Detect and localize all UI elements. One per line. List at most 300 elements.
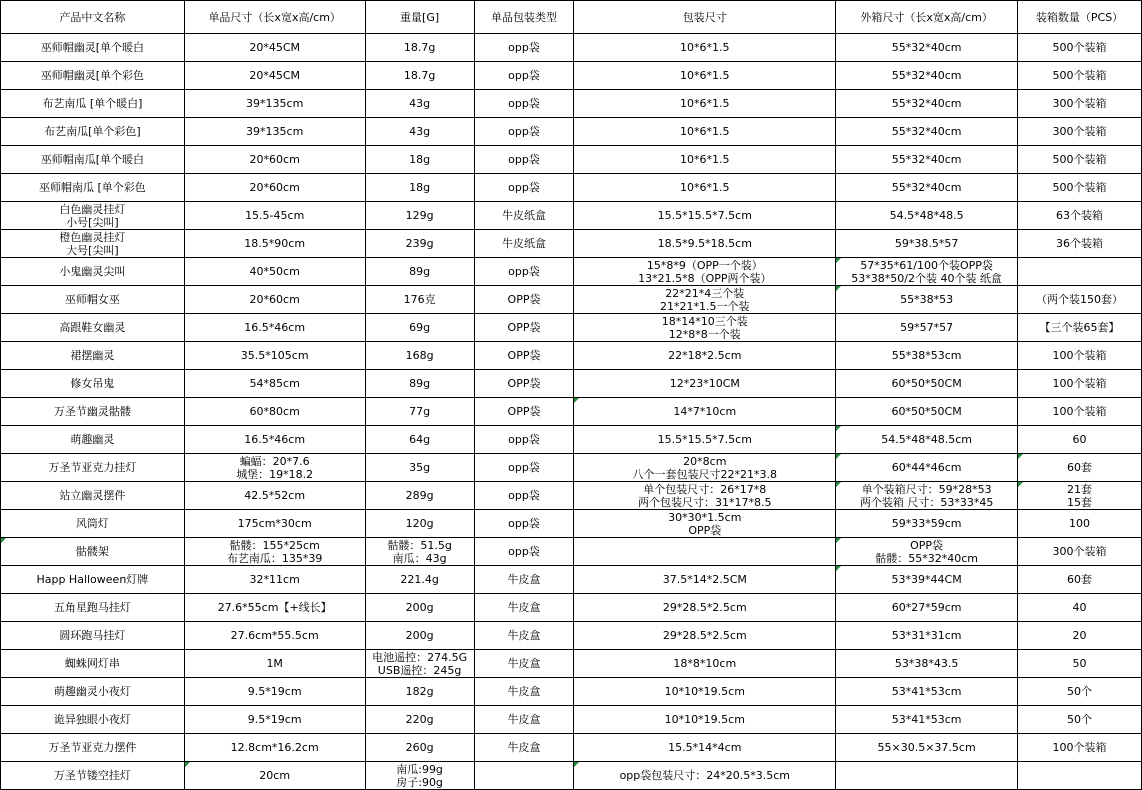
table-row (1, 258, 1142, 286)
cell-carton-qty[interactable] (1018, 426, 1142, 454)
cell-package-size[interactable] (574, 398, 836, 426)
header-cell-unit-size[interactable] (184, 1, 365, 34)
cell-unit-size[interactable] (184, 734, 365, 762)
cell-text: 橙色幽灵挂灯 (59, 230, 126, 244)
cell-text: 18g (409, 181, 431, 194)
cell-text: 房子:90g (396, 775, 443, 789)
cell-carton-qty[interactable] (1018, 678, 1142, 706)
cell-text: opp袋 (508, 517, 540, 530)
cell-text: 20*60cm (249, 181, 300, 194)
cell-package-type[interactable] (474, 342, 574, 370)
cell-text: 20*45CM (249, 41, 301, 54)
cell-text: 22*21*4三个装 (665, 286, 745, 300)
cell-package-size[interactable] (574, 566, 836, 594)
cell-unit-size[interactable] (184, 510, 365, 538)
cell-weight[interactable] (365, 286, 474, 314)
cell-name[interactable] (1, 706, 185, 734)
cell-package-type[interactable] (474, 314, 574, 342)
cell-package-size[interactable] (574, 538, 836, 566)
cell-package-size[interactable] (574, 314, 836, 342)
cell-unit-size[interactable] (184, 622, 365, 650)
table-row (1, 482, 1142, 510)
cell-package-size[interactable] (574, 594, 836, 622)
cell-package-type[interactable] (474, 90, 574, 118)
cell-unit-size[interactable] (184, 454, 365, 482)
cell-carton-qty[interactable] (1018, 370, 1142, 398)
cell-weight[interactable] (365, 118, 474, 146)
cell-carton-qty[interactable] (1018, 202, 1142, 230)
cell-name[interactable] (1, 454, 185, 482)
cell-carton-qty[interactable] (1018, 62, 1142, 90)
cell-text: 布艺南瓜 [单个暖白] (42, 97, 143, 110)
cell-text: 13*21.5*8（OPP两个装） (638, 271, 772, 285)
cell-carton-qty[interactable] (1018, 566, 1142, 594)
cell-name[interactable] (1, 622, 185, 650)
cell-text: 54.5*48*48.5cm (881, 433, 972, 446)
cell-text: 63个装箱 (1056, 209, 1104, 222)
table-row (1, 62, 1142, 90)
table-row (1, 566, 1142, 594)
cell-weight[interactable] (365, 370, 474, 398)
cell-name[interactable] (1, 398, 185, 426)
cell-package-size[interactable] (574, 510, 836, 538)
cell-unit-size[interactable] (184, 398, 365, 426)
cell-package-type[interactable] (474, 538, 574, 566)
cell-text: 60 (1072, 433, 1087, 446)
cell-weight[interactable] (365, 622, 474, 650)
cell-package-size[interactable] (574, 454, 836, 482)
cell-carton-qty[interactable] (1018, 398, 1142, 426)
cell-unit-size[interactable] (184, 538, 365, 566)
cell-text: 10*6*1.5 (680, 153, 730, 166)
cell-text: 53*41*53cm (891, 685, 962, 698)
table-row (1, 34, 1142, 62)
cell-package-type[interactable] (474, 258, 574, 286)
cell-name[interactable] (1, 174, 185, 202)
cell-unit-size[interactable] (184, 258, 365, 286)
table-row (1, 118, 1142, 146)
cell-weight[interactable] (365, 62, 474, 90)
table-row (1, 510, 1142, 538)
cell-weight[interactable] (365, 342, 474, 370)
cell-text: 21套 (1067, 482, 1093, 496)
cell-text: 39*135cm (246, 97, 304, 110)
cell-package-type[interactable] (474, 566, 574, 594)
cell-unit-size[interactable] (184, 314, 365, 342)
cell-text: 30*30*1.5cm (668, 510, 742, 524)
header-label: 包装尺寸 (682, 10, 727, 24)
cell-package-type[interactable] (474, 762, 574, 790)
cell-package-type[interactable] (474, 426, 574, 454)
cell-package-size[interactable] (574, 286, 836, 314)
cell-carton-qty[interactable] (1018, 706, 1142, 734)
cell-carton-size[interactable] (836, 762, 1018, 790)
cell-text: 修女吊鬼 (70, 377, 115, 390)
cell-package-type[interactable] (474, 622, 574, 650)
table-row (1, 622, 1142, 650)
cell-text: 骷髅：51.5g (387, 538, 452, 552)
cell-carton-size[interactable] (836, 398, 1018, 426)
cell-carton-size[interactable] (836, 342, 1018, 370)
cell-package-type[interactable] (474, 678, 574, 706)
cell-text: 小号[尖叫] (66, 215, 119, 229)
cell-carton-qty[interactable] (1018, 342, 1142, 370)
cell-text: 牛皮盒 (507, 685, 541, 698)
cell-package-size[interactable] (574, 62, 836, 90)
cell-text: 城堡：19*18.2 (236, 467, 314, 481)
cell-text: 60*44*46cm (891, 461, 962, 474)
cell-text: 60*50*50CM (891, 405, 962, 418)
cell-package-type[interactable] (474, 482, 574, 510)
cell-carton-size[interactable] (836, 482, 1018, 510)
cell-text: 牛皮盒 (507, 657, 541, 670)
cell-carton-size[interactable] (836, 650, 1018, 678)
cell-text: 35g (409, 461, 431, 474)
cell-carton-size[interactable] (836, 286, 1018, 314)
cell-text: 100个装箱 (1052, 349, 1107, 362)
cell-text: 14*7*10cm (673, 405, 737, 418)
cell-package-type[interactable] (474, 594, 574, 622)
cell-carton-size[interactable] (836, 566, 1018, 594)
cell-package-type[interactable] (474, 286, 574, 314)
cell-carton-qty[interactable] (1018, 650, 1142, 678)
cell-package-type[interactable] (474, 454, 574, 482)
cell-package-type[interactable] (474, 146, 574, 174)
cell-name[interactable] (1, 482, 185, 510)
cell-weight[interactable] (365, 202, 474, 230)
cell-weight[interactable] (365, 230, 474, 258)
header-cell-weight[interactable] (365, 1, 474, 34)
cell-carton-qty[interactable] (1018, 258, 1142, 286)
cell-text: 【三个装65套】 (1039, 321, 1120, 334)
header-cell-name[interactable] (1, 1, 185, 34)
cell-text: 风筒灯 (75, 517, 109, 530)
cell-package-size[interactable] (574, 230, 836, 258)
cell-text: 129g (405, 209, 434, 222)
header-cell-package-size[interactable] (574, 1, 836, 34)
cell-text: opp袋 (508, 433, 540, 446)
cell-weight[interactable] (365, 146, 474, 174)
cell-package-size[interactable] (574, 426, 836, 454)
cell-name[interactable] (1, 594, 185, 622)
cell-weight[interactable] (365, 174, 474, 202)
cell-name[interactable] (1, 650, 185, 678)
cell-carton-qty[interactable] (1018, 482, 1142, 510)
cell-text: 260g (405, 741, 434, 754)
cell-package-type[interactable] (474, 510, 574, 538)
cell-carton-qty[interactable] (1018, 622, 1142, 650)
cell-carton-qty[interactable] (1018, 230, 1142, 258)
cell-text: 万圣节亚克力摆件 (48, 741, 137, 754)
cell-text: 29*28.5*2.5cm (662, 601, 747, 614)
cell-package-size[interactable] (574, 622, 836, 650)
cell-package-size[interactable] (574, 146, 836, 174)
cell-package-size[interactable] (574, 90, 836, 118)
cell-carton-size[interactable] (836, 510, 1018, 538)
cell-package-type[interactable] (474, 706, 574, 734)
cell-package-size[interactable] (574, 650, 836, 678)
cell-weight[interactable] (365, 734, 474, 762)
cell-text: 60套 (1067, 461, 1093, 474)
cell-carton-size[interactable] (836, 622, 1018, 650)
cell-package-size[interactable] (574, 118, 836, 146)
cell-unit-size[interactable] (184, 678, 365, 706)
cell-name[interactable] (1, 566, 185, 594)
cell-name[interactable] (1, 370, 185, 398)
cell-weight[interactable] (365, 538, 474, 566)
cell-unit-size[interactable] (184, 342, 365, 370)
cell-package-size[interactable] (574, 678, 836, 706)
cell-unit-size[interactable] (184, 174, 365, 202)
cell-package-size[interactable] (574, 34, 836, 62)
cell-carton-size[interactable] (836, 370, 1018, 398)
cell-text: 57*35*61/100个装OPP袋 (860, 258, 993, 272)
cell-text: 圆环跑马挂灯 (59, 629, 126, 642)
cell-carton-size[interactable] (836, 314, 1018, 342)
cell-unit-size[interactable] (184, 230, 365, 258)
cell-text: 两个装箱 尺寸：53*33*45 (859, 495, 994, 509)
header-label: 外箱尺寸（长x宽x高/cm） (860, 10, 993, 24)
table-row (1, 454, 1142, 482)
cell-text: 120g (405, 517, 434, 530)
cell-weight[interactable] (365, 90, 474, 118)
cell-text: 200g (405, 601, 434, 614)
cell-text: 500个装箱 (1052, 69, 1107, 82)
cell-text: OPP袋 (507, 293, 541, 306)
cell-unit-size[interactable] (184, 594, 365, 622)
cell-package-type[interactable] (474, 118, 574, 146)
cell-unit-size[interactable] (184, 62, 365, 90)
cell-unit-size[interactable] (184, 34, 365, 62)
cell-package-size[interactable] (574, 482, 836, 510)
cell-carton-qty[interactable] (1018, 146, 1142, 174)
cell-name[interactable] (1, 762, 185, 790)
cell-package-type[interactable] (474, 398, 574, 426)
cell-carton-size[interactable] (836, 258, 1018, 286)
cell-text: OPP袋 (507, 321, 541, 334)
cell-carton-size[interactable] (836, 90, 1018, 118)
cell-weight[interactable] (365, 482, 474, 510)
cell-text: 36个装箱 (1056, 237, 1104, 250)
cell-unit-size[interactable] (184, 286, 365, 314)
cell-weight[interactable] (365, 34, 474, 62)
cell-text: 100个装箱 (1052, 741, 1107, 754)
cell-carton-qty[interactable] (1018, 174, 1142, 202)
cell-text: 289g (405, 489, 434, 502)
cell-package-type[interactable] (474, 230, 574, 258)
header-row (1, 1, 1142, 34)
cell-text: 21*21*1.5一个装 (660, 299, 750, 313)
cell-text: 221.4g (400, 573, 439, 586)
cell-text: 20*45CM (249, 69, 301, 82)
cell-text: 59*33*59cm (891, 517, 962, 530)
cell-carton-size[interactable] (836, 426, 1018, 454)
cell-note-marker (836, 286, 841, 291)
cell-unit-size[interactable] (184, 370, 365, 398)
cell-name[interactable] (1, 510, 185, 538)
cell-carton-size[interactable] (836, 202, 1018, 230)
cell-name[interactable] (1, 286, 185, 314)
cell-name[interactable] (1, 314, 185, 342)
cell-unit-size[interactable] (184, 202, 365, 230)
cell-text: 37.5*14*2.5CM (662, 573, 747, 586)
table-row (1, 286, 1142, 314)
table-row (1, 370, 1142, 398)
cell-weight[interactable] (365, 258, 474, 286)
cell-carton-qty[interactable] (1018, 34, 1142, 62)
cell-text: opp袋 (508, 545, 540, 558)
cell-package-type[interactable] (474, 202, 574, 230)
cell-unit-size[interactable] (184, 566, 365, 594)
cell-weight[interactable] (365, 762, 474, 790)
cell-carton-qty[interactable] (1018, 118, 1142, 146)
cell-carton-size[interactable] (836, 34, 1018, 62)
cell-note-marker (185, 762, 190, 767)
cell-name[interactable] (1, 230, 185, 258)
cell-text: 18.5*90cm (244, 237, 306, 250)
cell-carton-size[interactable] (836, 706, 1018, 734)
cell-weight[interactable] (365, 510, 474, 538)
cell-weight[interactable] (365, 454, 474, 482)
cell-name[interactable] (1, 202, 185, 230)
cell-weight[interactable] (365, 314, 474, 342)
cell-package-type[interactable] (474, 34, 574, 62)
cell-name[interactable] (1, 426, 185, 454)
cell-name[interactable] (1, 678, 185, 706)
cell-text: opp袋 (508, 97, 540, 110)
cell-unit-size[interactable] (184, 762, 365, 790)
cell-text: 77g (409, 405, 431, 418)
cell-name[interactable] (1, 34, 185, 62)
cell-text: 32*11cm (249, 573, 300, 586)
cell-carton-qty[interactable] (1018, 734, 1142, 762)
cell-carton-size[interactable] (836, 230, 1018, 258)
cell-package-size[interactable] (574, 202, 836, 230)
cell-package-type[interactable] (474, 734, 574, 762)
cell-carton-qty[interactable] (1018, 314, 1142, 342)
cell-unit-size[interactable] (184, 118, 365, 146)
cell-carton-qty[interactable] (1018, 510, 1142, 538)
cell-carton-qty[interactable] (1018, 90, 1142, 118)
table-row (1, 314, 1142, 342)
table-row (1, 146, 1142, 174)
cell-carton-size[interactable] (836, 118, 1018, 146)
cell-unit-size[interactable] (184, 706, 365, 734)
cell-carton-qty[interactable] (1018, 762, 1142, 790)
cell-unit-size[interactable] (184, 650, 365, 678)
cell-text: 500个装箱 (1052, 181, 1107, 194)
cell-package-size[interactable] (574, 734, 836, 762)
cell-carton-size[interactable] (836, 174, 1018, 202)
cell-carton-size[interactable] (836, 734, 1018, 762)
cell-package-size[interactable] (574, 342, 836, 370)
cell-unit-size[interactable] (184, 482, 365, 510)
cell-text: 牛皮盒 (507, 713, 541, 726)
cell-carton-size[interactable] (836, 454, 1018, 482)
cell-carton-size[interactable] (836, 594, 1018, 622)
cell-weight[interactable] (365, 566, 474, 594)
cell-text: 27.6*55cm【+线长】 (217, 601, 332, 614)
table-row (1, 594, 1142, 622)
cell-carton-qty[interactable] (1018, 454, 1142, 482)
cell-name[interactable] (1, 90, 185, 118)
cell-weight[interactable] (365, 650, 474, 678)
cell-text: opp袋 (508, 69, 540, 82)
cell-name[interactable] (1, 62, 185, 90)
cell-text: OPP袋 (507, 349, 541, 362)
cell-carton-qty[interactable] (1018, 594, 1142, 622)
cell-carton-qty[interactable] (1018, 286, 1142, 314)
cell-text: 55*32*40cm (891, 125, 962, 138)
table-row (1, 398, 1142, 426)
cell-text: 裙摆幽灵 (70, 349, 115, 362)
cell-carton-size[interactable] (836, 146, 1018, 174)
cell-text: 大号[尖叫] (66, 243, 119, 257)
cell-text: 18.7g (403, 69, 436, 82)
cell-name[interactable] (1, 734, 185, 762)
cell-package-type[interactable] (474, 650, 574, 678)
cell-weight[interactable] (365, 426, 474, 454)
cell-name[interactable] (1, 538, 185, 566)
cell-text: 巫师帽南瓜[单个暖白 (40, 153, 145, 166)
cell-package-size[interactable] (574, 370, 836, 398)
cell-text: 电池遥控：274.5G (372, 650, 468, 664)
cell-package-size[interactable] (574, 706, 836, 734)
cell-carton-size[interactable] (836, 62, 1018, 90)
cell-package-size[interactable] (574, 174, 836, 202)
cell-unit-size[interactable] (184, 146, 365, 174)
cell-name[interactable] (1, 146, 185, 174)
table-row (1, 342, 1142, 370)
cell-unit-size[interactable] (184, 90, 365, 118)
cell-note-marker (1, 538, 6, 543)
cell-package-type[interactable] (474, 62, 574, 90)
cell-weight[interactable] (365, 594, 474, 622)
cell-name[interactable] (1, 258, 185, 286)
cell-name[interactable] (1, 342, 185, 370)
cell-carton-qty[interactable] (1018, 538, 1142, 566)
table-row (1, 538, 1142, 566)
cell-text: 骷髅：155*25cm (229, 538, 320, 552)
cell-text: 55×30.5×37.5cm (877, 741, 976, 754)
cell-weight[interactable] (365, 706, 474, 734)
header-cell-carton-qty[interactable] (1018, 1, 1142, 34)
cell-package-size[interactable] (574, 762, 836, 790)
cell-carton-size[interactable] (836, 678, 1018, 706)
cell-text: 巫师帽幽灵[单个彩色 (40, 69, 145, 82)
cell-text: opp袋 (508, 153, 540, 166)
header-cell-carton-size[interactable] (836, 1, 1018, 34)
cell-text: 27.6cm*55.5cm (230, 629, 319, 642)
cell-text: 60*80cm (249, 405, 300, 418)
cell-text: 100个装箱 (1052, 405, 1107, 418)
cell-note-marker (836, 566, 841, 571)
cell-weight[interactable] (365, 398, 474, 426)
table-row (1, 706, 1142, 734)
cell-text: 单个装箱尺寸：59*28*53 (861, 482, 992, 496)
header-cell-package-type[interactable] (474, 1, 574, 34)
cell-unit-size[interactable] (184, 426, 365, 454)
cell-weight[interactable] (365, 678, 474, 706)
cell-name[interactable] (1, 118, 185, 146)
cell-note-marker (836, 258, 841, 263)
cell-text: 万圣节幽灵骷髅 (53, 405, 131, 418)
cell-text: 牛皮盒 (507, 601, 541, 614)
cell-package-type[interactable] (474, 370, 574, 398)
cell-package-size[interactable] (574, 258, 836, 286)
cell-carton-size[interactable] (836, 538, 1018, 566)
cell-package-type[interactable] (474, 174, 574, 202)
